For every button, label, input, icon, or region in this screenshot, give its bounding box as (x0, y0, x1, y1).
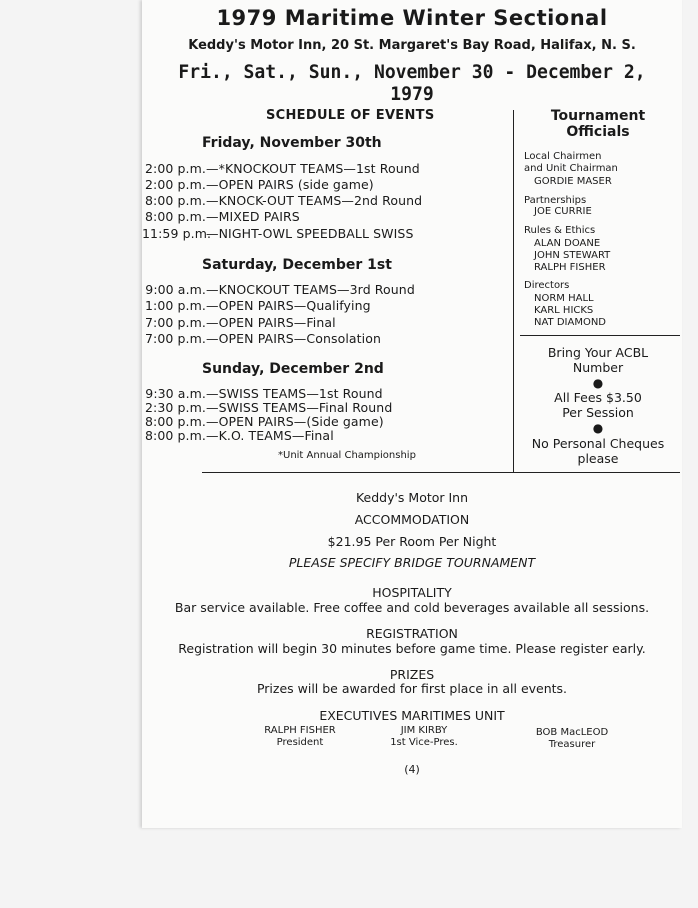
day-heading-friday: Friday, November 30th (202, 135, 382, 151)
schedule-event: 8:00 p.m.—OPEN PAIRS—(Side game) (144, 414, 384, 429)
official-name: GORDIE MASER (534, 176, 612, 187)
official-name: NAT DIAMOND (534, 317, 607, 328)
official-role: Local Chairmen (524, 151, 602, 162)
section-divider (202, 472, 680, 473)
page-number: (4) (404, 763, 420, 776)
official-role: Directors (524, 280, 570, 291)
officials-title: Tournament Officials (550, 108, 646, 140)
registration-text: Registration will begin 30 minutes before game time. Please register early. (178, 641, 646, 656)
column-divider (513, 110, 514, 472)
prizes-text: Prizes will be awarded for first place in all events. (256, 681, 568, 696)
schedule-event: 7:00 p.m.—OPEN PAIRS—Final (144, 315, 336, 330)
hospitality-text: Bar service available. Free coffee and cold beverages available all sessions. (174, 600, 650, 615)
bullet-icon: ● (592, 376, 604, 390)
acbl-note: Bring Your ACBL Number (547, 345, 649, 375)
fees-note: All Fees $3.50 Per Session (554, 390, 642, 420)
schedule-event: 8:00 p.m.—MIXED PAIRS (144, 209, 300, 224)
executive-vice-president: JIM KIRBY 1st Vice-Pres. (390, 725, 458, 748)
official-role: Rules & Ethics (524, 225, 596, 236)
schedule-event: 2:30 p.m.—SWISS TEAMS—Final Round (144, 400, 393, 415)
motel-name: Keddy's Motor Inn (355, 490, 469, 505)
program-page (142, 0, 682, 828)
schedule-event: 7:00 p.m.—OPEN PAIRS—Consolation (144, 331, 382, 346)
hospitality-heading: HOSPITALITY (372, 585, 452, 600)
schedule-event: 11:59 p.m.—NIGHT-OWL SPEEDBALL SWISS (142, 226, 414, 241)
event-dates: Fri., Sat., Sun., November 30 - December 2, 1979 (178, 61, 646, 105)
prizes-heading: PRIZES (389, 667, 435, 682)
officials-divider (520, 335, 680, 336)
event-title: 1979 Maritime Winter Sectional (216, 6, 608, 30)
cheques-note: No Personal Cheques please (531, 436, 665, 466)
venue-line: Keddy's Motor Inn, 20 St. Margaret's Bay Road, Halifax, N. S. (188, 38, 636, 53)
bullet-icon: ● (592, 421, 604, 435)
day-heading-sunday: Sunday, December 2nd (202, 361, 384, 377)
official-name: JOHN STEWART (534, 250, 611, 261)
room-rate: $21.95 Per Room Per Night (327, 534, 497, 549)
schedule-event: 2:00 p.m.—OPEN PAIRS (side game) (144, 177, 374, 192)
accommodation-heading: ACCOMMODATION (354, 512, 470, 527)
schedule-event: 9:30 a.m.—SWISS TEAMS—1st Round (145, 386, 383, 401)
footnote: *Unit Annual Championship (278, 450, 416, 461)
schedule-event: 9:00 a.m.—KNOCKOUT TEAMS—3rd Round (145, 282, 415, 297)
day-heading-saturday: Saturday, December 1st (202, 257, 392, 273)
schedule-event: 1:00 p.m.—OPEN PAIRS—Qualifying (144, 298, 371, 313)
official-role: and Unit Chairman (524, 163, 618, 174)
schedule-event: 2:00 p.m.—*KNOCKOUT TEAMS—1st Round (144, 161, 420, 176)
executive-president: RALPH FISHER President (264, 725, 336, 748)
official-name: NORM HALL (534, 293, 594, 304)
official-name: ALAN DOANE (534, 238, 601, 249)
executive-treasurer: BOB MacLEOD Treasurer (535, 727, 609, 750)
registration-heading: REGISTRATION (366, 626, 458, 641)
official-name: KARL HICKS (534, 305, 594, 316)
schedule-event: 8:00 p.m.—K.O. TEAMS—Final (144, 428, 334, 443)
specify-note: PLEASE SPECIFY BRIDGE TOURNAMENT (288, 555, 536, 570)
official-role: Partnerships (524, 195, 587, 206)
schedule-heading: SCHEDULE OF EVENTS (266, 108, 435, 123)
official-name: JOE CURRIE (534, 206, 592, 217)
schedule-event: 8:00 p.m.—KNOCK-OUT TEAMS—2nd Round (144, 193, 423, 208)
official-name: RALPH FISHER (534, 262, 606, 273)
executives-heading: EXECUTIVES MARITIMES UNIT (319, 708, 505, 723)
